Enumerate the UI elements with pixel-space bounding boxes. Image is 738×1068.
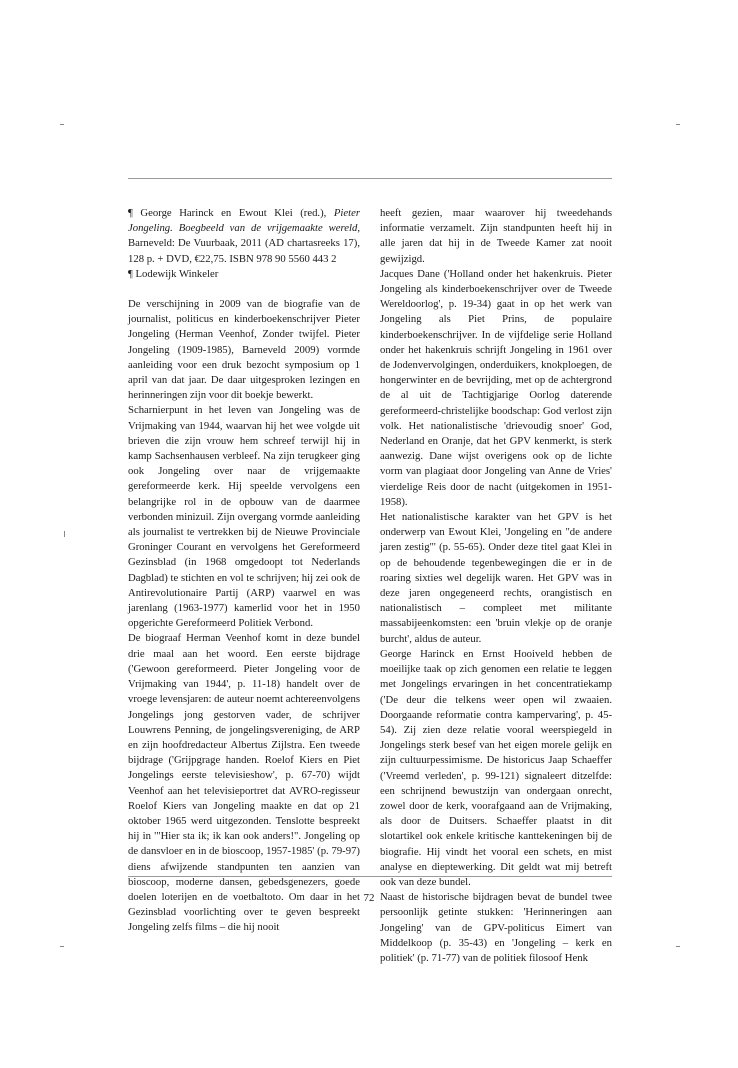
paragraph: George Harinck en Ernst Hooiveld hebben de moeilijke taak op zich genomen een relatie te leggen met Jongelings ervaringen in het concentratiekamp ('De deur die telkens weer open wil zwaaien. Doorgaande reformatie contra kampervaring', p. 45-54). Zij zien deze relatie vooral weerspiegeld in Jongelings sterk besef van het eigen morele gelijk en zijn cultuurpessimisme. De historicus Jaap Schaeffer ('Vreemd verleden', p. 99-121) signaleert ditzelfde: een schrijnend bewustzijn van ondergaan onrecht, zowel door de kerk, voorafgaand aan de Vrijmaking, als door de Duitsers. Schaeffer plaatst in dit slotartikel ook enkele kritische kanttekeningen bij de biografie. Hij vindt het vooral een schets, en mist analyse en dieptewerking. Dit geldt wat mij betreft ook van deze bundel.	[380, 647, 612, 888]
bibliography-authors: George Harinck en Ewout Klei (red.),	[140, 207, 334, 219]
paragraph: De biograaf Herman Veenhof komt in deze bundel drie maal aan het woord. Een eerste bijdrage ('Gewoon gereformeerd. Pieter Jongeling voor de Vrijmaking van 1944', p. 11-18) handelt over de vroege levensjaren: de auteur noemt achtereenvolgens Jongelings jong gestorven vader, de schrijver Louwrens Penning, de jongelingsvereniging, de ARP en zijn hoofdredacteur Albertus Zijlstra. Een tweede bijdrage ('Grijpgrage handen. Roelof Kiers en Piet Jongelings eerste televisieshow', p. 67-70) wijdt Veenhof aan het televisieportret dat AVRO-regisseur Roelof Kiers van Jongeling maakte en dat op 21 oktober 1965 werd uitgezonden. Tenslotte bespreekt hij in '"Hier sta ik; ik kan ook anders!". Jongeling op de dansvloer en in de bioscoop, 1957-1985' (p. 79-97) diens afwijzende standpunten ten aanzien van bioscoop, moderne dansen, gebedsgenezers, goede doelen loterijen en de voetbaltoto. Om daar in het Gezinsblad voorlichting over te geven bespreekt Jongeling zelfs films – die hij nooit	[128, 632, 360, 934]
crop-mark-mid-left	[64, 531, 65, 537]
bibliography-publication: , Barneveld: De Vuurbaak, 2011 (AD chartasreeks 17), 128 p. + DVD, €22,75. ISBN 978 90 5560 443 2	[128, 222, 360, 265]
paragraph: Naast de historische bijdragen bevat de bundel twee persoonlijk getinte stukken: 'Herinneringen aan Jongeling' van de GPV-politicus Eimert van Middelkoop (p. 35-43) en 'Jongeling – kerk en politiek' (p. 71-77) van de politiek filosoof Henk	[380, 891, 612, 964]
bibliography-marker: ¶	[128, 207, 133, 219]
bottom-rule	[128, 876, 612, 877]
paragraph: Het nationalistische karakter van het GPV is het onderwerp van Ewout Klei, 'Jongeling en "de andere jaren zestig"' (p. 55-65). Onder deze titel gaat Klei in op de behoudende tegenbewegingen die er in de roaring sixties wel degelijk waren. Het GPV was in deze jaren ongegeneerd rechts, orangistisch en nationalistisch – compleet met militante massabijeenkomsten: een 'bruin vlekje op de oranje burcht', aldus de auteur.	[380, 511, 612, 645]
bibliography-entry	[128, 206, 360, 282]
reviewer-marker: ¶	[128, 267, 133, 280]
paragraph: Scharnierpunt in het leven van Jongeling was de Vrijmaking van 1944, waarvan hij het wee volgde uit brieven die zijn vrouw hem schreef terwijl hij in kamp Sachsenhausen verbleef. Na zijn terugkeer ging ook Jongeling over naar de vrijgemaakte gereformeerde kerk. Hij speelde vervolgens een belangrijke rol in de opbouw van de daarmee verbonden minizuil. Zijn overgang vormde aanleiding als journalist te vertrekken bij de Nieuwe Provinciale Groninger Courant en vervolgens het Gereformeerd Gezinsblad (in 1968 omgedoopt tot Nederlands Dagblad) te stichten en vol te schrijven; hij zei ook de Antirevolutionaire Partij (ARP) vaarwel en was jarenlang (1963-1977) kamerlid voor het in 1950 opgerichte Gereformeerd Politiek Verbond.	[128, 404, 360, 630]
top-rule	[128, 178, 612, 179]
paragraph: Jacques Dane ('Holland onder het hakenkruis. Pieter Jongeling als kinderboekenschrijver over de Tweede Wereldoorlog', p. 19-34) gaat in op het werk van Jongeling als Piet Prins, de populaire kinderboekenschrijver. In de vijfdelige serie Holland onder het hakenkruis schrijft Jongeling in 1961 over de Jodenvervolgingen, onderduikers, knokploegen, de hongerwinter en de bevrijding, met op de achtergrond de al uit de Tachtigjarige Oorlog daterende gereformeerd-christelijke boodschap: God verlost zijn volk. Het nationalistische 'drievoudig snoer' God, Nederland en Oranje, dat het GPV kenmerkt, is sterk aanwezig. Dane wijst overigens ook op de lichte vorm van plagiaat door Jongeling van Anne de Vries' vierdelige Reis door de nacht (uitgekomen in 1951-1958).	[380, 267, 612, 508]
page-number: 72	[363, 892, 375, 904]
crop-mark-top-right	[676, 124, 680, 125]
left-column	[128, 206, 360, 936]
crop-mark-bottom-right	[676, 946, 680, 947]
paragraph: De verschijning in 2009 van de biografie van de journalist, politicus en kinderboekenschrijver Pieter Jongeling (Herman Veenhof, Zonder twijfel. Pieter Jongeling (1909-1985), Barneveld 2009) vormde aanleiding voor een druk bezocht symposium op 1 april van dat jaar. De daar uitgesproken lezingen en herinneringen zijn voor dit boekje bewerkt.	[128, 298, 360, 402]
paragraph: heeft gezien, maar waarover hij tweedehands informatie verzamelt. Zijn standpunten heeft hij in alle jaren dat hij in de Tweede Kamer zat nooit gewijzigd.	[380, 207, 612, 265]
reviewer-name: Lodewijk Winkeler	[135, 267, 219, 280]
right-column	[380, 206, 612, 966]
crop-mark-bottom-left	[60, 946, 64, 947]
book-title: Pieter Jongeling. Boegbeeld van de vrijgemaakte wereld	[128, 207, 361, 235]
crop-mark-top-left	[60, 124, 64, 125]
